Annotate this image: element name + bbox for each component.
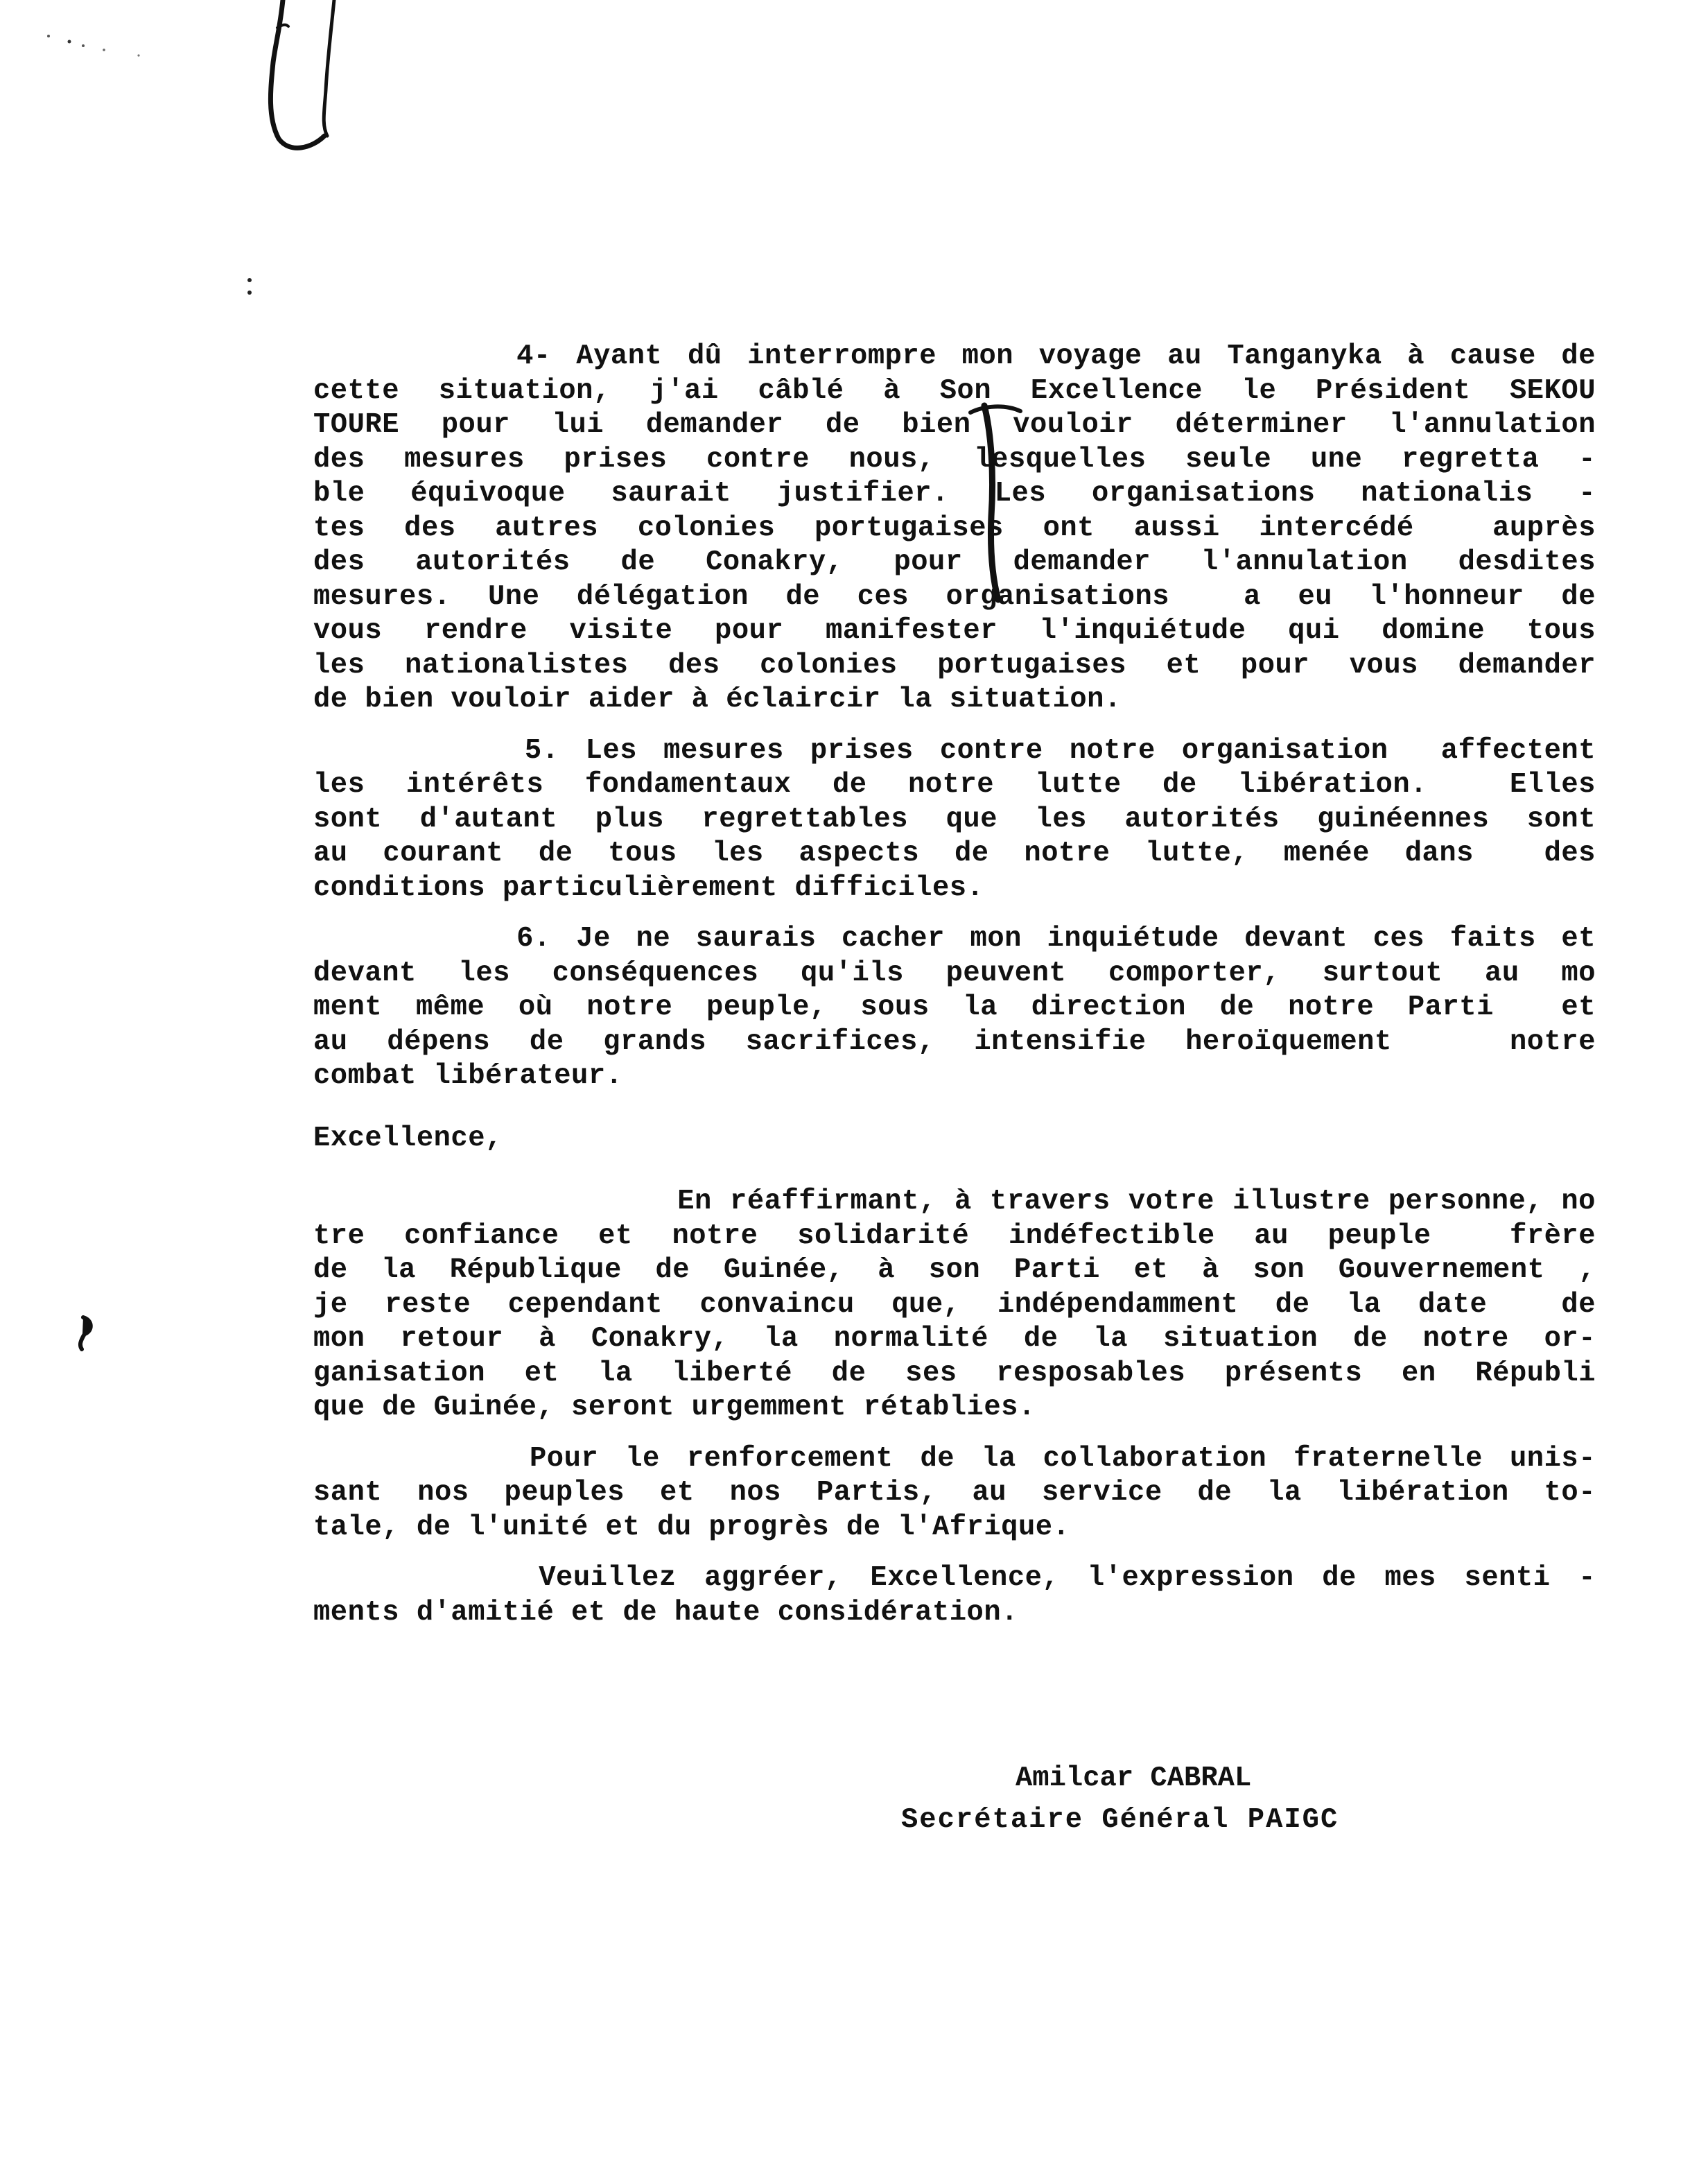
text-line: Veuillez aggréer, Excellence, l'expression de mes senti - (313, 1562, 1596, 1594)
text-line: au dépens de grands sacrifices, intensifie heroïquement notre (313, 1025, 1596, 1058)
text-line: je reste cependant convaincu que, indépendamment de la date de (313, 1288, 1596, 1321)
text-line: devant les conséquences qu'ils peuvent comporter, surtout au mo (313, 957, 1596, 989)
text-line: tale, de l'unité et du progrès de l'Afrique. (313, 1511, 1070, 1543)
text-line: mesures. Une délégation de ces organisations a eu l'honneur de (313, 580, 1596, 613)
text-line: 6. Je ne saurais cacher mon inquiétude devant ces faits et (313, 923, 1596, 955)
paragraph-5 (313, 734, 1596, 906)
text-line: 5. Les mesures prises contre notre organisation affectent (313, 734, 1596, 767)
text-line: vous rendre visite pour manifester l'inquiétude qui domine tous (313, 615, 1596, 647)
text-line: TOURE pour lui demander de bien vouloir déterminer l'annulation (313, 409, 1596, 441)
text-line: des mesures prises contre nous, lesquelles seule une regretta - (313, 443, 1596, 476)
paragraph-7 (313, 1185, 1596, 1425)
text-line: ments d'amitié et de haute considération. (313, 1596, 1018, 1629)
text-line: 4- Ayant dû interrompre mon voyage au Tanganyka à cause de (313, 340, 1596, 372)
paragraph-8 (313, 1442, 1596, 1545)
margin-comma-mark (69, 1310, 97, 1352)
text-line: de la République de Guinée, à son Parti et à son Gouvernement , (313, 1254, 1596, 1286)
text-line: conditions particulièrement difficiles. (313, 872, 984, 904)
text-line: sant nos peuples et nos Partis, au service de la libération to- (313, 1477, 1596, 1509)
signature-block (901, 1758, 1456, 1841)
text-line: tre confiance et notre solidarité indéfectible au peuple frère (313, 1220, 1596, 1252)
text-line: combat libérateur. (313, 1060, 623, 1092)
text-line: les intérêts fondamentaux de notre lutte de libération. Elles (313, 769, 1596, 801)
text-line: de bien vouloir aider à éclaircir la situation. (313, 684, 1122, 716)
text-line: les nationalistes des colonies portugaises et pour vous demander (313, 649, 1596, 682)
text-line: au courant de tous les aspects de notre lutte, menée dans des (313, 838, 1596, 869)
text-line: En réaffirmant, à travers votre illustre personne, no (313, 1186, 1596, 1217)
text-line: ble équivoque saurait justifier. Les organisations nationalis - (313, 478, 1596, 510)
salutation: Excellence, (313, 1122, 503, 1154)
speckle-marks (42, 28, 166, 83)
text-line: cette situation, j'ai câblé à Son Excellence le Président SEKOU (313, 374, 1596, 407)
signatory-name: Amilcar CABRAL (1016, 1762, 1252, 1794)
signatory-title: Secrétaire Général PAIGC (901, 1804, 1339, 1836)
text-line: sont d'autant plus regrettables que les autorités guinéennes sont (313, 803, 1596, 835)
text-line: ment même où notre peuple, sous la direction de notre Parti et (313, 991, 1596, 1023)
text-line: mon retour à Conakry, la normalité de la situation de notre or- (313, 1323, 1596, 1355)
text-line: des autorités de Conakry, pour demander l'annulation desdites (313, 546, 1596, 578)
text-line: ganisation et la liberté de ses resposables présents en Républi (313, 1357, 1596, 1389)
letter-body (313, 340, 1596, 1647)
colon-mark (244, 275, 258, 302)
paragraph-6 (313, 922, 1596, 1094)
text-line: Pour le renforcement de la collaboration fraternelle unis- (313, 1442, 1596, 1475)
paragraph-9 (313, 1561, 1596, 1630)
text-line: tes des autres colonies portugaises ont aussi intercédé auprès (313, 512, 1596, 544)
paragraph-4 (313, 340, 1596, 718)
handwritten-pen-mark (250, 0, 354, 159)
text-line: que de Guinée, seront urgemment rétablies. (313, 1392, 1036, 1423)
